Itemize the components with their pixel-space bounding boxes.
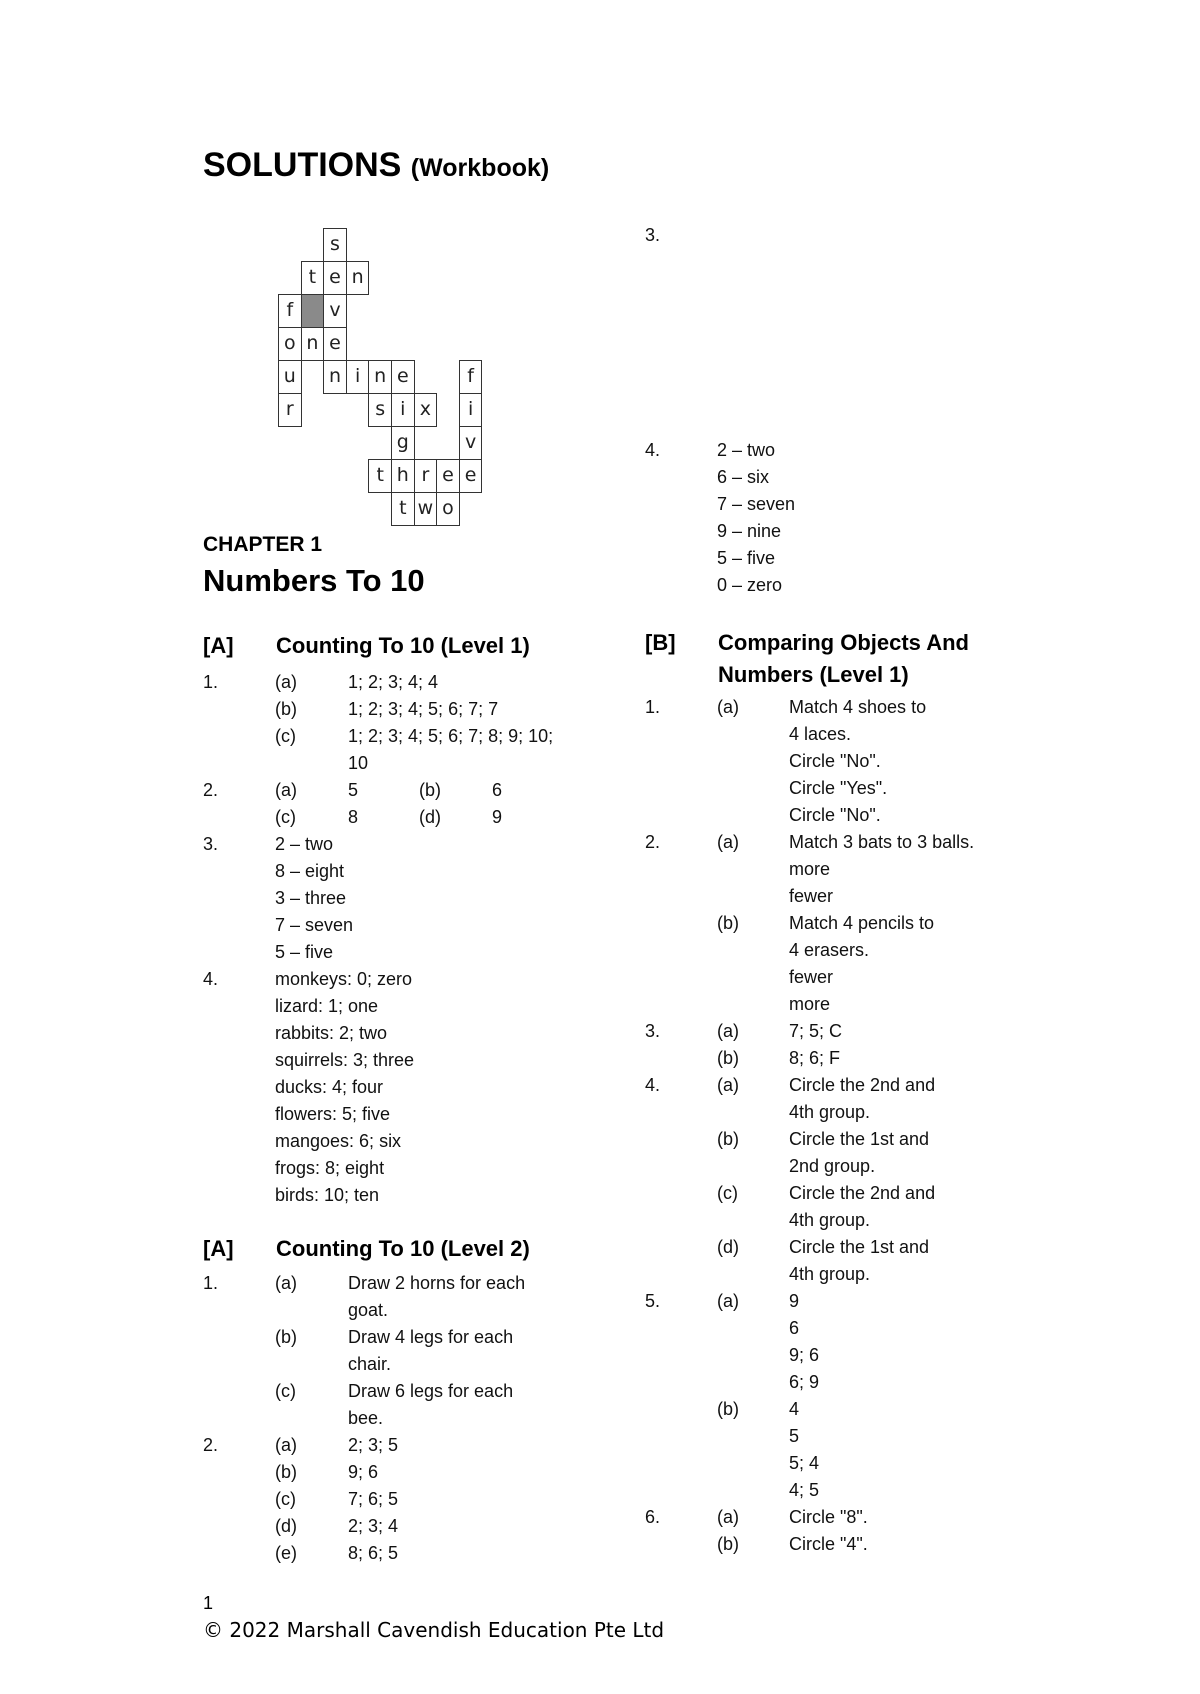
title-main: SOLUTIONS [203,146,402,184]
crossword-cell: n [346,261,370,295]
crossword-cell: n [323,360,347,394]
answer-text: Circle "4". [789,1534,868,1554]
answer-text: 1; 2; 3; 4; 4 [348,672,439,692]
answer-text: (b) [717,1048,739,1068]
answer-text: 2nd group. [789,1156,876,1176]
crossword-cell: o [436,492,460,526]
answer-text: 2. [645,832,661,852]
chapter-title: Numbers To 10 [203,563,425,598]
section-title: Counting To 10 (Level 2) [276,1236,530,1261]
answer-text: (a) [717,1075,739,1095]
answer-text: 2; 3; 5 [348,1435,399,1455]
answer-text: (a) [275,1273,297,1293]
answer-text: (b) [717,913,739,933]
page-title [203,146,549,185]
answer-text: 6. [645,1507,661,1527]
answer-text: 1. [203,1273,219,1293]
answer-text: monkeys: 0; zero [275,969,413,989]
crossword-cell: t [301,261,325,295]
answer-text: 9; 6 [348,1462,379,1482]
crossword-cell: o [278,327,302,361]
answer-text: 2. [203,1435,219,1455]
answer-text: more [789,994,831,1014]
answer-text: 7 – seven [275,915,354,935]
answer-text: (d) [419,807,441,827]
crossword-cell: e [459,459,483,493]
answer-text: 3. [645,1021,661,1041]
answer-text: 3. [203,834,219,854]
answer-text: 2 – two [717,440,776,460]
answer-text: fewer [789,886,834,906]
answer-text: flowers: 5; five [275,1104,391,1124]
answer-text: bee. [348,1408,384,1428]
answer-text: (c) [275,726,296,746]
answer-text: (b) [717,1129,739,1149]
answer-text: (a) [717,1507,739,1527]
section-title: Numbers (Level 1) [718,662,909,687]
answer-text: 3. [645,225,661,245]
answer-text: lizard: 1; one [275,996,379,1016]
crossword-cell: e [391,360,415,394]
answer-text: 8; 6; F [789,1048,841,1068]
crossword-cell: e [323,261,347,295]
crossword-cell: t [391,492,415,526]
answer-text: (c) [717,1183,738,1203]
crossword-cell: h [391,459,415,493]
answer-text: 6; 9 [789,1372,820,1392]
answer-text: 5 [789,1426,800,1446]
answer-text: 7; 6; 5 [348,1489,399,1509]
crossword-cell: v [459,426,483,460]
answer-text: 7; 5; C [789,1021,843,1041]
answer-text: more [789,859,831,879]
answer-text: (a) [717,1291,739,1311]
crossword-cell: s [323,228,347,262]
crossword-cell: i [459,393,483,427]
crossword-cell: n [301,327,325,361]
crossword-cell: g [391,426,415,460]
answer-text: Draw 4 legs for each [348,1327,514,1347]
answer-text: (b) [275,1327,297,1347]
answer-text: Circle "No". [789,751,881,771]
answer-text: 4th group. [789,1264,871,1284]
answer-text: 6 [492,780,503,800]
answer-text: 4. [645,440,661,460]
crossword-cell: r [414,459,438,493]
answer-text: Circle "Yes". [789,778,888,798]
copyright-notice: © 2022 Marshall Cavendish Education Pte Ltd [203,1618,665,1642]
answer-text: 4th group. [789,1210,871,1230]
answer-text: 4. [645,1075,661,1095]
answer-text: 1. [645,697,661,717]
crossword-cell: e [436,459,460,493]
answer-text: frogs: 8; eight [275,1158,385,1178]
answer-text: 9 [789,1291,800,1311]
answer-text: (a) [717,832,739,852]
answer-text: Circle the 1st and [789,1237,930,1257]
answer-text: (d) [275,1516,297,1536]
answer-text: 6 – six [717,467,770,487]
answer-text: 8 [348,807,359,827]
answer-text: (c) [275,1489,296,1509]
answer-text: 4 [789,1399,800,1419]
crossword-cell: x [414,393,438,427]
answer-text: (d) [717,1237,739,1257]
crossword-cell: u [278,360,302,394]
answer-text: Draw 6 legs for each [348,1381,514,1401]
crossword-cell [301,294,325,328]
crossword-cell: e [323,327,347,361]
answer-text: 9; 6 [789,1345,820,1365]
answer-text: 8; 6; 5 [348,1543,399,1563]
answer-text: (b) [275,699,297,719]
answer-text: 5 – five [275,942,334,962]
answer-text: Circle the 1st and [789,1129,930,1149]
section-title: Counting To 10 (Level 1) [276,633,530,658]
answer-text: 7 – seven [717,494,796,514]
answer-text: (b) [275,1462,297,1482]
page-number: 1 [203,1593,214,1613]
answer-text: birds: 10; ten [275,1185,380,1205]
answer-text: Match 3 bats to 3 balls. [789,832,975,852]
answer-text: squirrels: 3; three [275,1050,415,1070]
answer-text: (a) [717,697,739,717]
answer-text: Circle the 2nd and [789,1075,936,1095]
section-title: Comparing Objects And [718,630,969,655]
answer-text: ducks: 4; four [275,1077,384,1097]
answer-text: 4th group. [789,1102,871,1122]
answer-text: 5 [348,780,359,800]
answer-text: 6 [789,1318,800,1338]
answer-text: Match 4 shoes to [789,697,927,717]
crossword-cell: v [323,294,347,328]
answer-text: 4 erasers. [789,940,870,960]
answer-text: 5 – five [717,548,776,568]
answer-text: mangoes: 6; six [275,1131,402,1151]
crossword-cell: f [278,294,302,328]
answer-text: 4. [203,969,219,989]
section-tag: [B] [645,630,676,655]
answer-text: 5; 4 [789,1453,820,1473]
answer-text: 4; 5 [789,1480,820,1500]
answer-text: 2. [203,780,219,800]
answer-text: rabbits: 2; two [275,1023,388,1043]
answer-text: (e) [275,1543,297,1563]
crossword-cell: w [414,492,438,526]
answer-text: (a) [717,1021,739,1041]
section-tag: [A] [203,1236,234,1261]
answer-text: 10 [348,753,369,773]
answer-text: 1; 2; 3; 4; 5; 6; 7; 8; 9; 10; [348,726,554,746]
answer-text: Draw 2 horns for each [348,1273,526,1293]
answer-text: (a) [275,780,297,800]
answer-text: (c) [275,1381,296,1401]
answer-text: Circle the 2nd and [789,1183,936,1203]
answer-text: 4 laces. [789,724,852,744]
answer-text: 1. [203,672,219,692]
crossword-cell: i [346,360,370,394]
answer-text: (a) [275,672,297,692]
answer-text: Circle "8". [789,1507,868,1527]
answer-text: 9 [492,807,503,827]
answer-text: 3 – three [275,888,347,908]
answer-text: (a) [275,1435,297,1455]
crossword-cell: n [368,360,392,394]
title-subtitle: (Workbook) [410,154,550,182]
answer-text: (b) [717,1534,739,1554]
answer-text: Circle "No". [789,805,881,825]
answer-text: (b) [717,1399,739,1419]
answer-text: 1; 2; 3; 4; 5; 6; 7; 7 [348,699,499,719]
answer-text: (c) [275,807,296,827]
crossword-cell: t [368,459,392,493]
answer-text: 9 – nine [717,521,782,541]
crossword-cell: r [278,393,302,427]
answer-text: (b) [419,780,441,800]
answer-text: 2; 3; 4 [348,1516,399,1536]
answer-text: goat. [348,1300,389,1320]
answer-text: 0 – zero [717,575,783,595]
answer-text: 5. [645,1291,661,1311]
crossword-cell: i [391,393,415,427]
section-tag: [A] [203,633,234,658]
answer-text: 2 – two [275,834,334,854]
crossword-cell: s [368,393,392,427]
answer-text: chair. [348,1354,392,1374]
crossword-cell: f [459,360,483,394]
chapter-label: CHAPTER 1 [203,533,323,556]
answer-text: 8 – eight [275,861,345,881]
answer-text: Match 4 pencils to [789,913,935,933]
answer-text: fewer [789,967,834,987]
